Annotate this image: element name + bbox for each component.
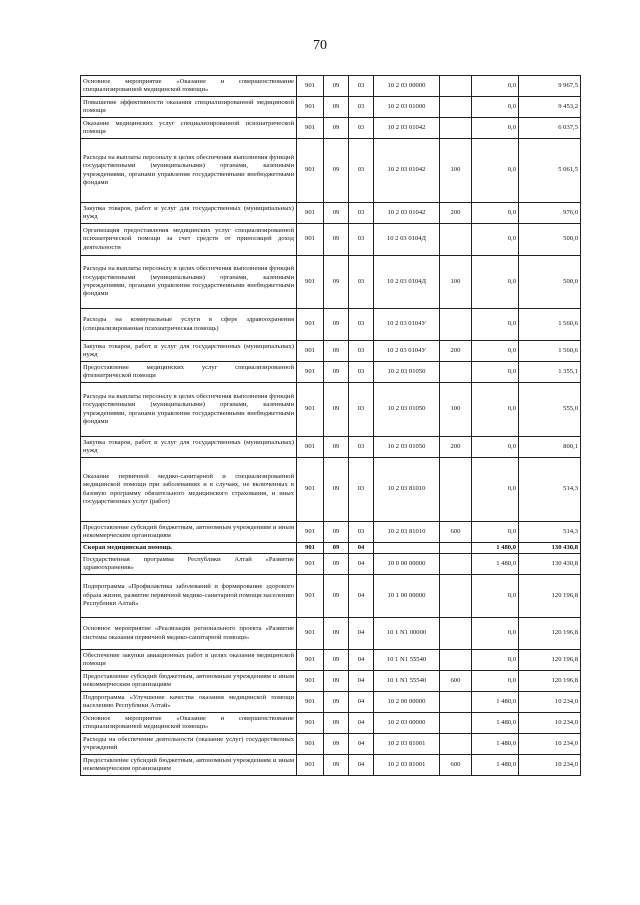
row-amount-2-cell: 10 234,0: [519, 734, 581, 755]
row-grbs-cell: 901: [297, 341, 324, 362]
row-amount-1-cell: 0,0: [472, 458, 519, 522]
row-target-article-cell: 10 2 03 01050: [374, 437, 440, 458]
row-subsection-cell: 03: [349, 458, 374, 522]
row-grbs-cell: 901: [297, 713, 324, 734]
table-row: [81, 309, 581, 341]
row-grbs-cell: 901: [297, 256, 324, 309]
row-expense-type-cell: [440, 76, 472, 97]
table-row: [81, 362, 581, 383]
row-expense-type-cell: [440, 734, 472, 755]
row-name-cell: Расходы на выплаты персоналу в целях обеспечения выполнения функций государственными (муниципальными) органами, казенными учреждениями, органами управления государственными внебюджетными фондами: [81, 256, 297, 309]
row-amount-1-cell: 0,0: [472, 118, 519, 139]
row-grbs-cell: 901: [297, 309, 324, 341]
row-section-cell: 09: [324, 97, 349, 118]
row-amount-1-cell: 0,0: [472, 671, 519, 692]
row-amount-1-cell: 0,0: [472, 224, 519, 256]
row-amount-1-cell: 0,0: [472, 618, 519, 650]
row-amount-2-cell: 1 560,6: [519, 309, 581, 341]
row-subsection-cell: 04: [349, 671, 374, 692]
row-target-article-cell: 10 2 03 81010: [374, 522, 440, 543]
row-expense-type-cell: [440, 362, 472, 383]
row-subsection-cell: 03: [349, 76, 374, 97]
table-row: [81, 341, 581, 362]
row-grbs-cell: 901: [297, 671, 324, 692]
row-section-cell: 09: [324, 692, 349, 713]
row-name-cell: Оказание первичной медико-санитарной и специализированной медицинской помощи при заболеваниях и в случаях, не включенных в базовую программу обязательного медицинского страхования, и иных государственных услуг (работ): [81, 458, 297, 522]
row-subsection-cell: 04: [349, 554, 374, 575]
row-expense-type-cell: 600: [440, 755, 472, 776]
row-amount-2-cell: 514,3: [519, 458, 581, 522]
row-target-article-cell: 10 2 03 0104Д: [374, 256, 440, 309]
row-amount-1-cell: 0,0: [472, 97, 519, 118]
row-amount-1-cell: 0,0: [472, 650, 519, 671]
row-grbs-cell: 901: [297, 458, 324, 522]
row-expense-type-cell: 100: [440, 139, 472, 203]
row-subsection-cell: 03: [349, 139, 374, 203]
row-grbs-cell: 901: [297, 543, 324, 554]
row-amount-1-cell: 1 480,0: [472, 554, 519, 575]
row-target-article-cell: 10 2 03 01000: [374, 97, 440, 118]
row-section-cell: 09: [324, 437, 349, 458]
row-target-article-cell: [374, 543, 440, 554]
row-name-cell: Оказание медицинских услуг специализированной психиатрической помощи: [81, 118, 297, 139]
row-name-cell: Предоставление субсидий бюджетным, автономным учреждениям и иным некоммерческим организациям: [81, 671, 297, 692]
table-row: [81, 97, 581, 118]
row-amount-2-cell: 1 560,6: [519, 341, 581, 362]
row-amount-2-cell: 130 430,8: [519, 543, 581, 554]
row-amount-1-cell: 1 480,0: [472, 713, 519, 734]
row-amount-1-cell: 0,0: [472, 362, 519, 383]
row-expense-type-cell: 100: [440, 383, 472, 437]
row-grbs-cell: 901: [297, 650, 324, 671]
row-expense-type-cell: [440, 118, 472, 139]
row-subsection-cell: 03: [349, 224, 374, 256]
row-amount-2-cell: 500,0: [519, 256, 581, 309]
row-target-article-cell: 10 1 N1 55540: [374, 650, 440, 671]
row-section-cell: 09: [324, 341, 349, 362]
row-target-article-cell: 10 2 03 01042: [374, 118, 440, 139]
table-row: [81, 618, 581, 650]
row-grbs-cell: 901: [297, 692, 324, 713]
row-section-cell: 09: [324, 118, 349, 139]
row-section-cell: 09: [324, 650, 349, 671]
row-amount-1-cell: 0,0: [472, 522, 519, 543]
row-section-cell: 09: [324, 713, 349, 734]
table-row: [81, 522, 581, 543]
row-target-article-cell: 10 2 03 00000: [374, 713, 440, 734]
row-target-article-cell: 10 0 00 00000: [374, 554, 440, 575]
table-row: [81, 734, 581, 755]
row-expense-type-cell: [440, 554, 472, 575]
table-row: [81, 224, 581, 256]
row-amount-1-cell: 0,0: [472, 437, 519, 458]
row-name-cell: Расходы на коммунальные услуги в сфере здравоохранения (специализированная психиатрическая помощь): [81, 309, 297, 341]
row-expense-type-cell: 600: [440, 522, 472, 543]
row-subsection-cell: 03: [349, 309, 374, 341]
row-amount-2-cell: 514,3: [519, 522, 581, 543]
table-row: [81, 650, 581, 671]
row-section-cell: 09: [324, 543, 349, 554]
row-name-cell: Основное мероприятие «Оказание и совершенствование специализированной медицинской помощи»: [81, 76, 297, 97]
row-amount-1-cell: 1 480,0: [472, 692, 519, 713]
table-row: [81, 575, 581, 618]
row-expense-type-cell: [440, 575, 472, 618]
row-target-article-cell: 10 2 03 81010: [374, 458, 440, 522]
row-target-article-cell: 10 2 03 01050: [374, 383, 440, 437]
row-section-cell: 09: [324, 554, 349, 575]
row-section-cell: 09: [324, 575, 349, 618]
row-name-cell: Организация предоставления медицинских услуг специализированной психиатрической помощи за счет средств от приносящей доход деятельности: [81, 224, 297, 256]
row-expense-type-cell: [440, 713, 472, 734]
row-section-cell: 09: [324, 362, 349, 383]
row-name-cell: Закупка товаров, работ и услуг для государственных (муниципальных) нужд: [81, 341, 297, 362]
row-name-cell: Скорая медицинская помощь: [81, 543, 297, 554]
row-section-cell: 09: [324, 734, 349, 755]
row-expense-type-cell: [440, 543, 472, 554]
row-expense-type-cell: [440, 224, 472, 256]
row-grbs-cell: 901: [297, 139, 324, 203]
row-subsection-cell: 03: [349, 256, 374, 309]
row-name-cell: Расходы на выплаты персоналу в целях обеспечения выполнения функций государственными (муниципальными) органами, казенными учреждениями, органами управления государственными внебюджетными фондами: [81, 139, 297, 203]
budget-table: [80, 75, 581, 776]
row-target-article-cell: 10 2 00 00000: [374, 692, 440, 713]
row-name-cell: Закупка товаров, работ и услуг для государственных (муниципальных) нужд: [81, 437, 297, 458]
table-row: [81, 383, 581, 437]
row-target-article-cell: 10 2 03 01050: [374, 362, 440, 383]
row-grbs-cell: 901: [297, 437, 324, 458]
row-amount-2-cell: 5 061,5: [519, 139, 581, 203]
row-amount-1-cell: 0,0: [472, 383, 519, 437]
row-amount-1-cell: 0,0: [472, 203, 519, 224]
row-amount-2-cell: 10 234,0: [519, 755, 581, 776]
row-amount-1-cell: 0,0: [472, 256, 519, 309]
row-amount-2-cell: 10 234,0: [519, 692, 581, 713]
row-subsection-cell: 04: [349, 618, 374, 650]
row-grbs-cell: 901: [297, 383, 324, 437]
row-grbs-cell: 901: [297, 755, 324, 776]
table-row: [81, 671, 581, 692]
row-expense-type-cell: [440, 650, 472, 671]
row-amount-2-cell: 10 234,0: [519, 713, 581, 734]
row-expense-type-cell: 200: [440, 203, 472, 224]
row-expense-type-cell: [440, 97, 472, 118]
row-target-article-cell: 10 2 03 0104У: [374, 309, 440, 341]
row-expense-type-cell: 600: [440, 671, 472, 692]
row-target-article-cell: 10 2 03 00000: [374, 76, 440, 97]
row-subsection-cell: 03: [349, 437, 374, 458]
table-row: [81, 256, 581, 309]
row-name-cell: Предоставление субсидий бюджетным, автономным учреждениям и иным некоммерческим организациям: [81, 522, 297, 543]
row-target-article-cell: 10 1 N1 55540: [374, 671, 440, 692]
row-amount-2-cell: 9 967,5: [519, 76, 581, 97]
row-name-cell: Подпрограмма «Профилактика заболеваний и формирование здорового образа жизни, развитие первичной медико-санитарной помощи населению Республики Алтай»: [81, 575, 297, 618]
row-subsection-cell: 04: [349, 713, 374, 734]
row-expense-type-cell: 200: [440, 341, 472, 362]
row-amount-2-cell: 120 196,8: [519, 650, 581, 671]
row-section-cell: 09: [324, 618, 349, 650]
row-section-cell: 09: [324, 224, 349, 256]
row-amount-2-cell: 130 430,8: [519, 554, 581, 575]
row-subsection-cell: 04: [349, 755, 374, 776]
table-row: [81, 458, 581, 522]
table-row: [81, 543, 581, 554]
row-grbs-cell: 901: [297, 118, 324, 139]
table-row: [81, 118, 581, 139]
row-name-cell: Расходы на выплаты персоналу в целях обеспечения выполнения функций государственными (муниципальными) органами, казенными учреждениями, органами управления государственными внебюджетными фондами: [81, 383, 297, 437]
row-grbs-cell: 901: [297, 734, 324, 755]
row-target-article-cell: 10 1 00 00000: [374, 575, 440, 618]
row-subsection-cell: 03: [349, 383, 374, 437]
row-amount-1-cell: 0,0: [472, 139, 519, 203]
row-name-cell: Государственная программа Республики Алтай «Развитие здравоохранения»: [81, 554, 297, 575]
row-subsection-cell: 04: [349, 692, 374, 713]
row-amount-2-cell: 800,1: [519, 437, 581, 458]
row-grbs-cell: 901: [297, 203, 324, 224]
row-amount-2-cell: 500,0: [519, 224, 581, 256]
row-subsection-cell: 03: [349, 118, 374, 139]
table-row: [81, 203, 581, 224]
row-amount-1-cell: 0,0: [472, 575, 519, 618]
table-row: [81, 554, 581, 575]
row-target-article-cell: 10 2 03 01042: [374, 139, 440, 203]
row-section-cell: 09: [324, 76, 349, 97]
table-row: [81, 713, 581, 734]
row-section-cell: 09: [324, 139, 349, 203]
row-name-cell: Основное мероприятие «Реализация регионального проекта «Развитие системы оказания первичной медико-санитарной помощи»: [81, 618, 297, 650]
row-amount-1-cell: 0,0: [472, 76, 519, 97]
row-subsection-cell: 03: [349, 341, 374, 362]
row-target-article-cell: 10 2 03 0104У: [374, 341, 440, 362]
row-section-cell: 09: [324, 755, 349, 776]
table-row: [81, 437, 581, 458]
row-subsection-cell: 03: [349, 97, 374, 118]
row-section-cell: 09: [324, 203, 349, 224]
row-subsection-cell: 04: [349, 543, 374, 554]
row-name-cell: Повышение эффективности оказания специализированной медицинской помощи: [81, 97, 297, 118]
row-name-cell: Предоставление субсидий бюджетным, автономным учреждениям и иным некоммерческим организациям: [81, 755, 297, 776]
row-name-cell: Закупка товаров, работ и услуг для государственных (муниципальных) нужд: [81, 203, 297, 224]
row-section-cell: 09: [324, 671, 349, 692]
row-grbs-cell: 901: [297, 554, 324, 575]
row-section-cell: 09: [324, 458, 349, 522]
row-expense-type-cell: [440, 618, 472, 650]
row-grbs-cell: 901: [297, 97, 324, 118]
row-grbs-cell: 901: [297, 362, 324, 383]
row-expense-type-cell: 200: [440, 437, 472, 458]
row-grbs-cell: 901: [297, 522, 324, 543]
row-amount-2-cell: 6 037,5: [519, 118, 581, 139]
row-amount-1-cell: 1 480,0: [472, 543, 519, 554]
table-row: [81, 76, 581, 97]
row-amount-2-cell: 1 355,1: [519, 362, 581, 383]
row-amount-2-cell: 120 196,8: [519, 618, 581, 650]
row-name-cell: Основное мероприятие «Оказание и совершенствование специализированной медицинской помощи»: [81, 713, 297, 734]
table-row: [81, 692, 581, 713]
row-target-article-cell: 10 2 03 81001: [374, 755, 440, 776]
row-section-cell: 09: [324, 309, 349, 341]
page-number: 70: [313, 38, 327, 53]
row-amount-2-cell: 976,0: [519, 203, 581, 224]
row-amount-2-cell: 120 196,8: [519, 671, 581, 692]
row-subsection-cell: 04: [349, 734, 374, 755]
row-expense-type-cell: [440, 458, 472, 522]
table-row: [81, 755, 581, 776]
row-grbs-cell: 901: [297, 618, 324, 650]
row-grbs-cell: 901: [297, 575, 324, 618]
row-section-cell: 09: [324, 256, 349, 309]
row-expense-type-cell: [440, 692, 472, 713]
row-target-article-cell: 10 2 03 01042: [374, 203, 440, 224]
row-subsection-cell: 03: [349, 522, 374, 543]
row-amount-2-cell: 120 196,8: [519, 575, 581, 618]
row-name-cell: Подпрограмма «Улучшение качества оказания медицинской помощи населению Республики Алтай»: [81, 692, 297, 713]
row-section-cell: 09: [324, 522, 349, 543]
table-row: [81, 139, 581, 203]
row-amount-1-cell: 1 480,0: [472, 755, 519, 776]
row-expense-type-cell: 100: [440, 256, 472, 309]
row-amount-2-cell: 555,0: [519, 383, 581, 437]
row-expense-type-cell: [440, 309, 472, 341]
row-subsection-cell: 04: [349, 575, 374, 618]
row-target-article-cell: 10 2 03 0104Д: [374, 224, 440, 256]
row-name-cell: Расходы на обеспечение деятельности (оказание услуг) государственных учреждений: [81, 734, 297, 755]
row-target-article-cell: 10 2 03 81001: [374, 734, 440, 755]
row-subsection-cell: 03: [349, 362, 374, 383]
row-name-cell: Обеспечение закупки авиационных работ в целях оказания медицинской помощи: [81, 650, 297, 671]
row-amount-1-cell: 1 480,0: [472, 734, 519, 755]
row-target-article-cell: 10 1 N1 00000: [374, 618, 440, 650]
row-amount-2-cell: 9 453,2: [519, 97, 581, 118]
row-amount-1-cell: 0,0: [472, 341, 519, 362]
row-subsection-cell: 04: [349, 650, 374, 671]
row-grbs-cell: 901: [297, 76, 324, 97]
budget-table-body: [81, 76, 581, 776]
row-amount-1-cell: 0,0: [472, 309, 519, 341]
row-subsection-cell: 03: [349, 203, 374, 224]
row-grbs-cell: 901: [297, 224, 324, 256]
row-name-cell: Предоставление медицинских услуг специализированной фтизиатрической помощи: [81, 362, 297, 383]
row-section-cell: 09: [324, 383, 349, 437]
